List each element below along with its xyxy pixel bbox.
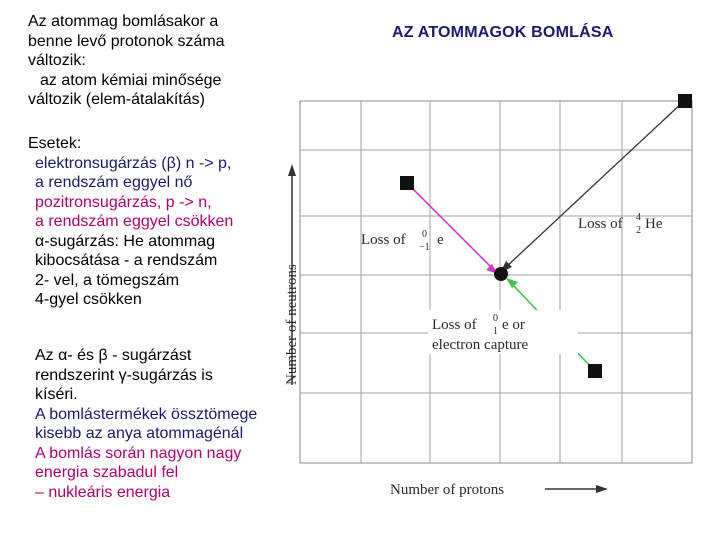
note-energy: A bomlás során nagyon nagy: [35, 444, 242, 462]
svg-text:1: 1: [493, 326, 498, 337]
intro-line: változik:: [28, 52, 86, 69]
page-title: AZ ATOMMAGOK BOMLÁSA: [392, 24, 614, 41]
cases-heading: Esetek:: [28, 135, 82, 152]
svg-text:e: e: [437, 232, 444, 248]
svg-text:4: 4: [636, 212, 641, 223]
svg-text:e or: e or: [502, 317, 525, 333]
y-axis-label: Number of neutrons: [284, 264, 300, 385]
x-axis: [390, 482, 608, 498]
decay-diagram: [280, 85, 710, 515]
case-beta-minus: a rendszám eggyel nő: [35, 174, 193, 191]
svg-text:Loss of: Loss of: [432, 317, 477, 333]
svg-text:He: He: [645, 216, 663, 232]
alpha-arrow: [500, 101, 684, 273]
case-alpha: 4-gyel csökken: [35, 291, 142, 308]
case-alpha: α-sugárzás: He atommag: [35, 232, 215, 250]
case-beta-plus: a rendszám eggyel csökken: [35, 213, 234, 230]
note-energy: – nukleáris energia: [35, 483, 171, 501]
alpha-label: [578, 212, 663, 236]
parent-nucleus-beta-marker: [400, 176, 414, 190]
svg-text:electron capture: electron capture: [432, 337, 529, 353]
case-alpha: kibocsátása - a rendszám: [35, 252, 218, 269]
note-energy: energia szabadul fel: [35, 464, 179, 481]
y-axis: [284, 164, 300, 385]
svg-text:0: 0: [422, 229, 427, 240]
cases-list: [28, 134, 233, 310]
diagram-grid: [300, 101, 692, 463]
x-axis-label: Number of protons: [390, 482, 505, 498]
svg-text:Loss of: Loss of: [361, 232, 406, 248]
note-gamma: Az α- és β - sugárzást: [35, 347, 192, 364]
note-mass: A bomlástermékek össztömege: [35, 405, 258, 423]
note-gamma: rendszerint γ-sugárzás is: [35, 366, 213, 384]
daughter-nucleus-marker: [494, 267, 508, 281]
parent-nucleus-alpha-marker: [678, 94, 692, 108]
svg-text:Loss of: Loss of: [578, 216, 623, 232]
case-beta-minus: elektronsugárzás (β) n -> p,: [35, 154, 232, 172]
case-alpha: 2- vel, a tömegszám: [35, 271, 180, 289]
intro-line: benne levő protonok száma: [28, 32, 225, 50]
intro-paragraph: [28, 12, 225, 110]
positron-label: [428, 310, 578, 354]
svg-text:−1: −1: [419, 242, 430, 253]
intro-line: az atom kémiai minősége: [40, 71, 222, 89]
beta-minus-label: [361, 229, 444, 253]
intro-line: Az atommag bomlásakor a: [28, 13, 219, 30]
case-beta-plus: pozitronsugárzás, p -> n,: [35, 193, 212, 211]
note-mass: kisebb az anya atommagénál: [35, 425, 244, 442]
svg-text:2: 2: [636, 225, 641, 236]
intro-line: változik (elem-átalakítás): [28, 91, 205, 108]
svg-text:0: 0: [493, 313, 498, 324]
note-gamma: kíséri.: [35, 386, 78, 403]
parent-nucleus-positron-marker: [588, 364, 602, 378]
notes-clip: [28, 346, 284, 521]
notes-list: [35, 346, 257, 502]
